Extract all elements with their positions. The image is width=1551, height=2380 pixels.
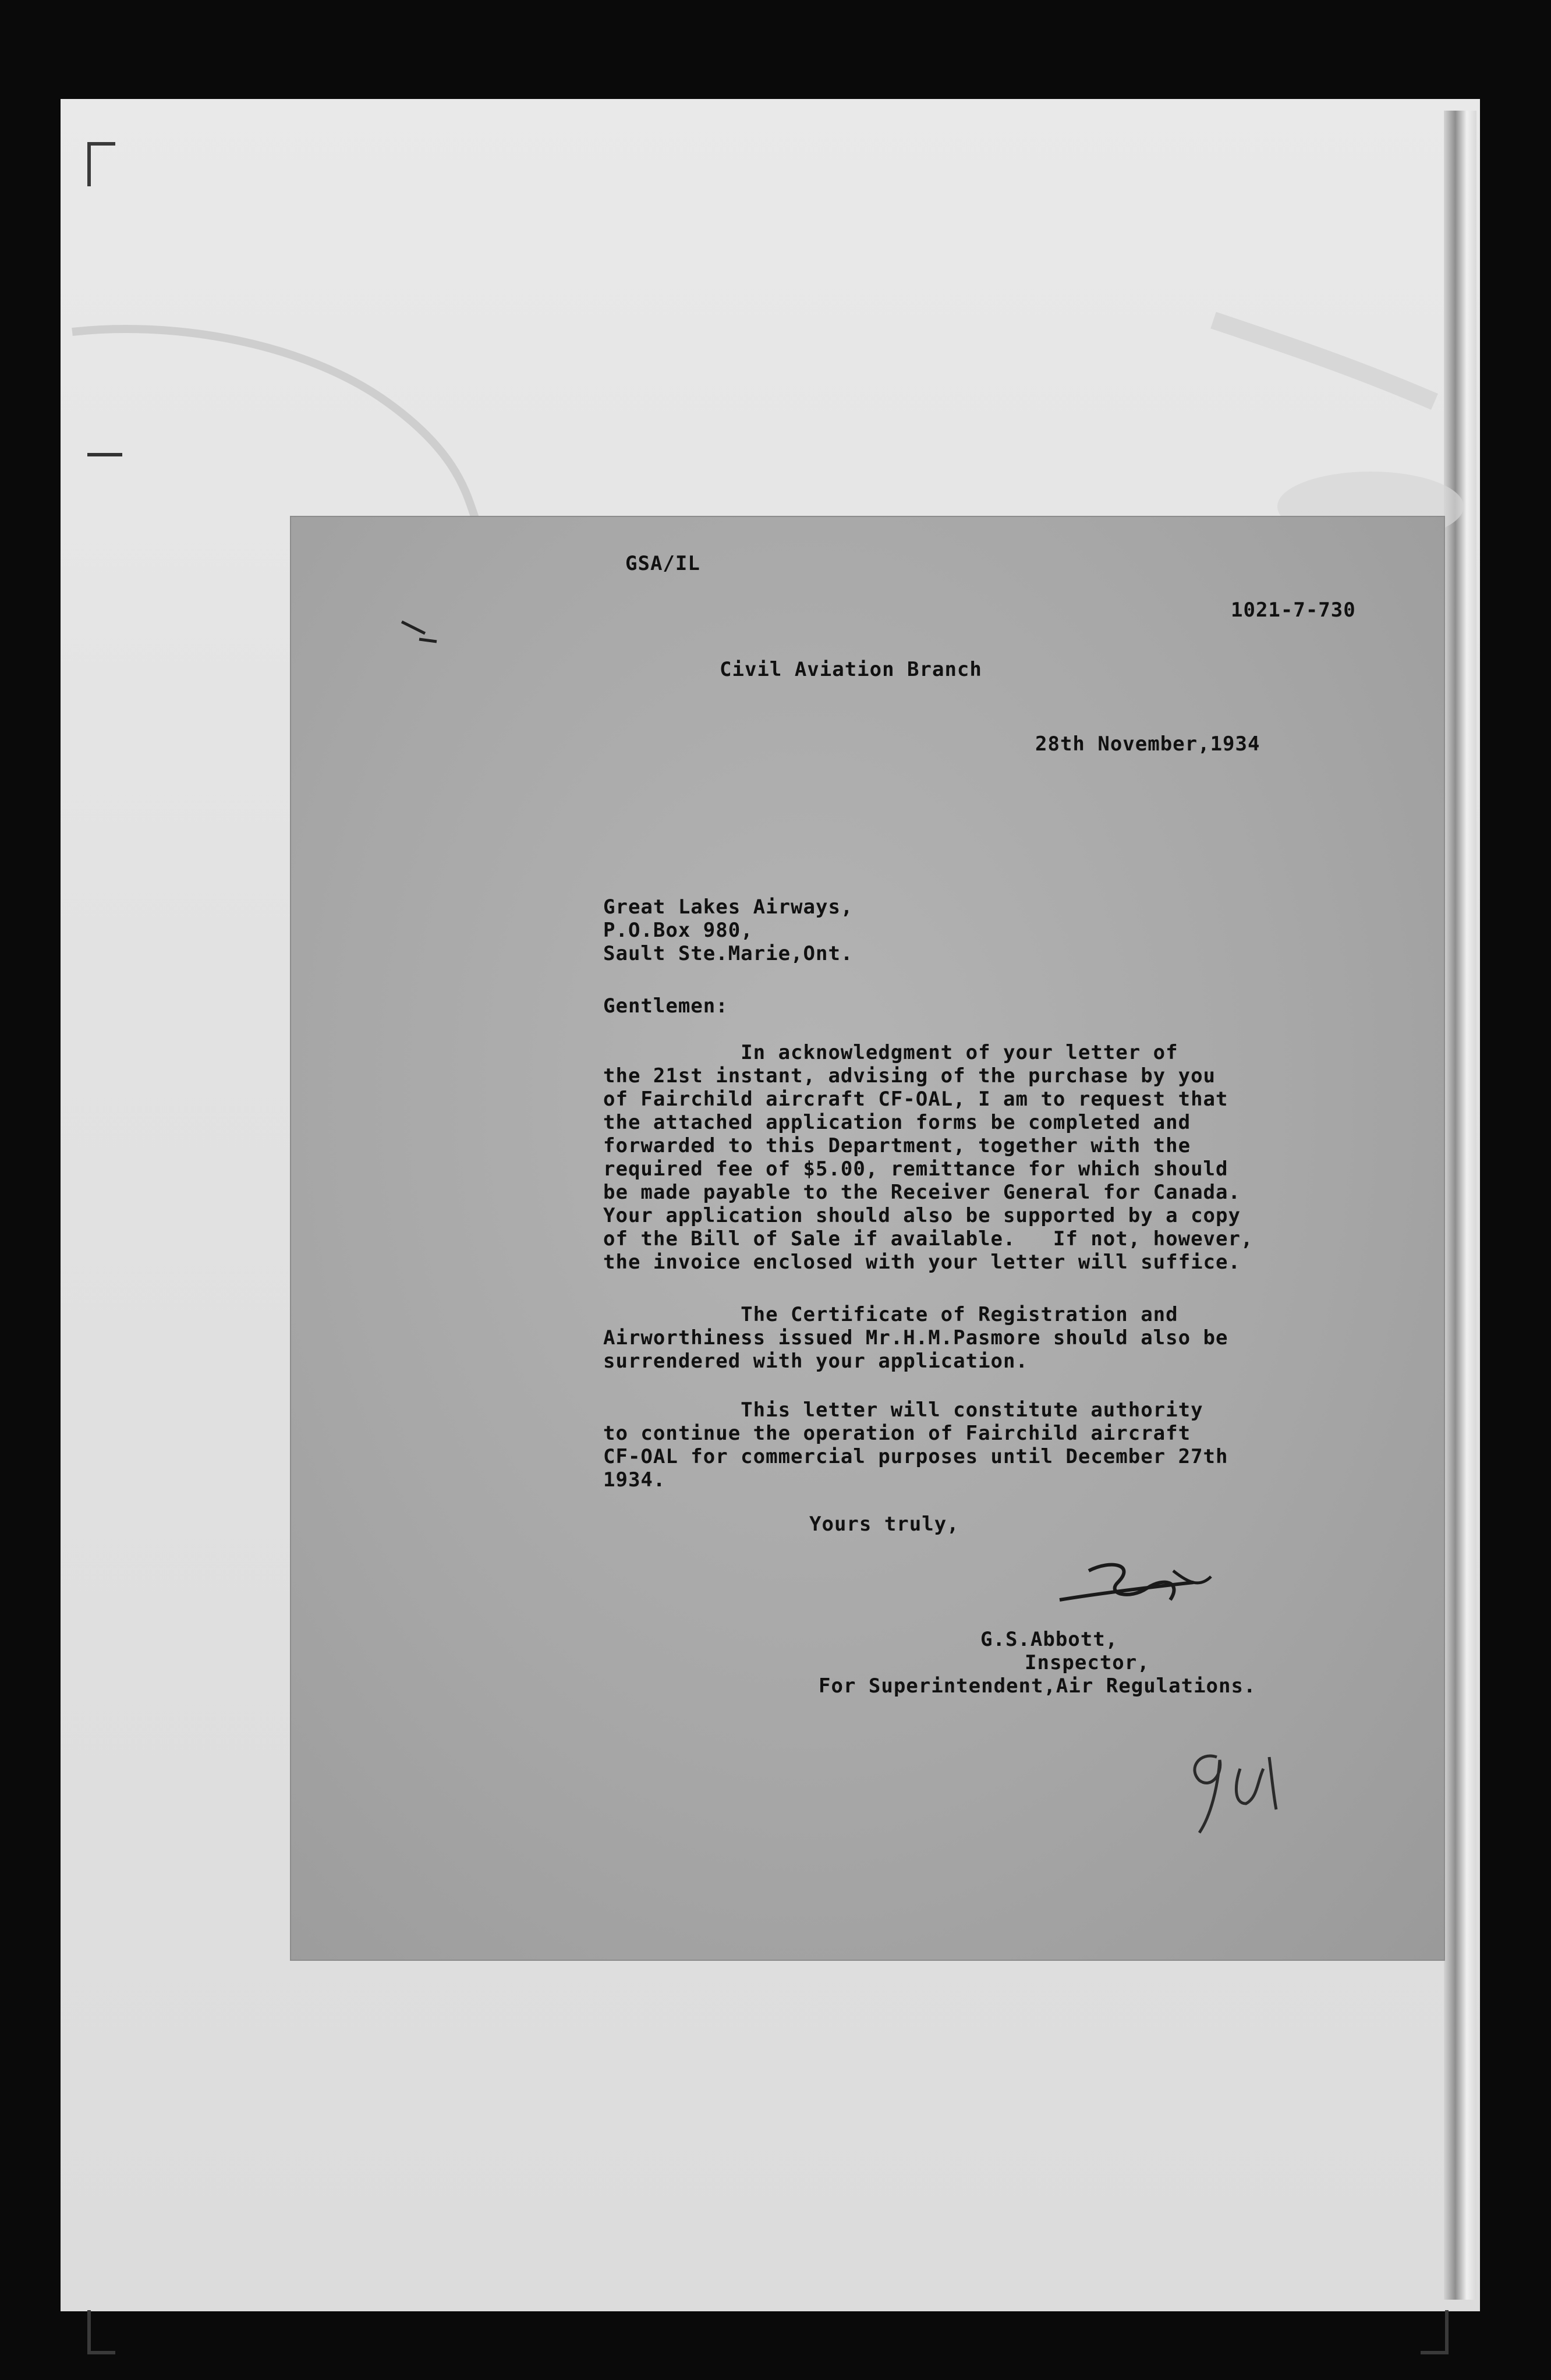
handwritten-annotation — [1176, 1734, 1292, 1850]
paragraph-line: required fee of $5.00, remittance for which should — [603, 1157, 1228, 1181]
signatory-title: Inspector, — [1025, 1651, 1150, 1674]
handwritten-initials — [1048, 1547, 1223, 1629]
closing: Yours truly, — [809, 1513, 959, 1536]
file-number: 1021-7-730 — [1231, 598, 1356, 622]
letter-sheet — [291, 517, 1444, 1960]
paragraph-line: In acknowledgment of your letter of — [603, 1041, 1178, 1064]
paragraph-line: the invoice enclosed with your letter will suffice. — [603, 1251, 1241, 1274]
salutation: Gentlemen: — [603, 994, 728, 1018]
paragraph-line: Airworthiness issued Mr.H.M.Pasmore should also be — [603, 1326, 1228, 1350]
paragraph-line: This letter will constitute authority — [603, 1398, 1203, 1422]
signatory-office: For Superintendent,Air Regulations. — [819, 1674, 1256, 1698]
stain-traces — [61, 99, 1480, 541]
paragraph-line: be made payable to the Receiver General for Canada. — [603, 1181, 1241, 1204]
paragraph-line: 1934. — [603, 1468, 666, 1492]
crop-mark-bottom-left — [87, 2310, 115, 2354]
paragraph-line: of the Bill of Sale if available. If not, however, — [603, 1227, 1253, 1251]
paragraph-line: to continue the operation of Fairchild aircraft — [603, 1422, 1191, 1445]
paragraph-line: the attached application forms be completed and — [603, 1111, 1191, 1134]
letterhead-branch: Civil Aviation Branch — [720, 658, 982, 681]
paragraph-line: forwarded to this Department, together with the — [603, 1134, 1191, 1157]
paragraph-line: the 21st instant, advising of the purchase by you — [603, 1064, 1216, 1088]
paragraph-line: CF-OAL for commercial purposes until December 27th — [603, 1445, 1228, 1468]
paragraph-line: Your application should also be supported by a copy — [603, 1204, 1241, 1227]
address-line: Great Lakes Airways, — [603, 895, 854, 919]
address-line: P.O.Box 980, — [603, 919, 753, 942]
typist-initials: GSA/IL — [625, 552, 700, 575]
pencil-mark — [396, 616, 448, 651]
address-line: Sault Ste.Marie,Ont. — [603, 942, 854, 965]
crop-mark-bottom-right — [1421, 2310, 1449, 2354]
paragraph-line: surrendered with your application. — [603, 1350, 1028, 1373]
paragraph-line: of Fairchild aircraft CF-OAL, I am to request that — [603, 1088, 1228, 1111]
letter-date: 28th November,1934 — [1035, 732, 1260, 756]
paragraph-line: The Certificate of Registration and — [603, 1303, 1178, 1326]
signatory-name: G.S.Abbott, — [980, 1628, 1118, 1651]
